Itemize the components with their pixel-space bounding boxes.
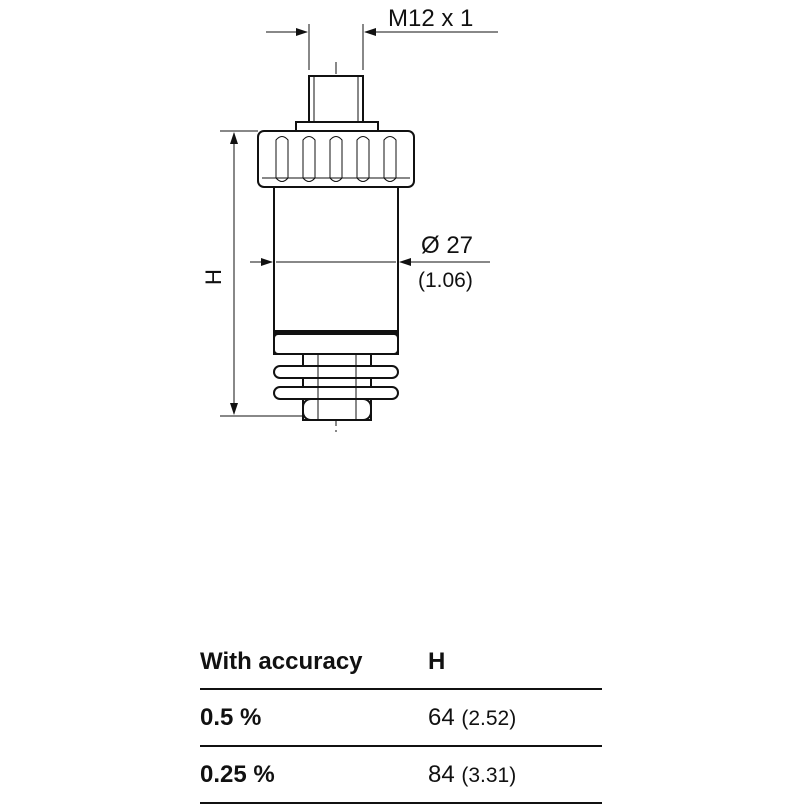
knurled-nut [258,131,414,187]
header-h: H [428,635,602,689]
table-header-row [200,635,602,689]
height-label: H [201,269,226,285]
height-inch: (3.31) [461,763,517,787]
connector-plug [296,76,378,132]
sensor-body [274,187,398,354]
height-value [428,689,602,746]
height-mm: 64 [428,703,455,731]
height-mm: 84 [428,760,455,788]
height-value [428,746,602,803]
height-inch: (2.52) [461,706,517,730]
accuracy-table [200,635,602,804]
accuracy-value: 0.25 % [200,746,428,803]
diameter-label: Ø 27 [421,232,474,259]
thread-label: M12 x 1 [388,5,474,32]
cooling-fins [274,354,398,420]
accuracy-value: 0.5 % [200,689,428,746]
table-row [200,746,602,803]
table-row [200,689,602,746]
diameter-inch-label: (1.06) [418,269,473,292]
header-accuracy: With accuracy [200,635,428,689]
